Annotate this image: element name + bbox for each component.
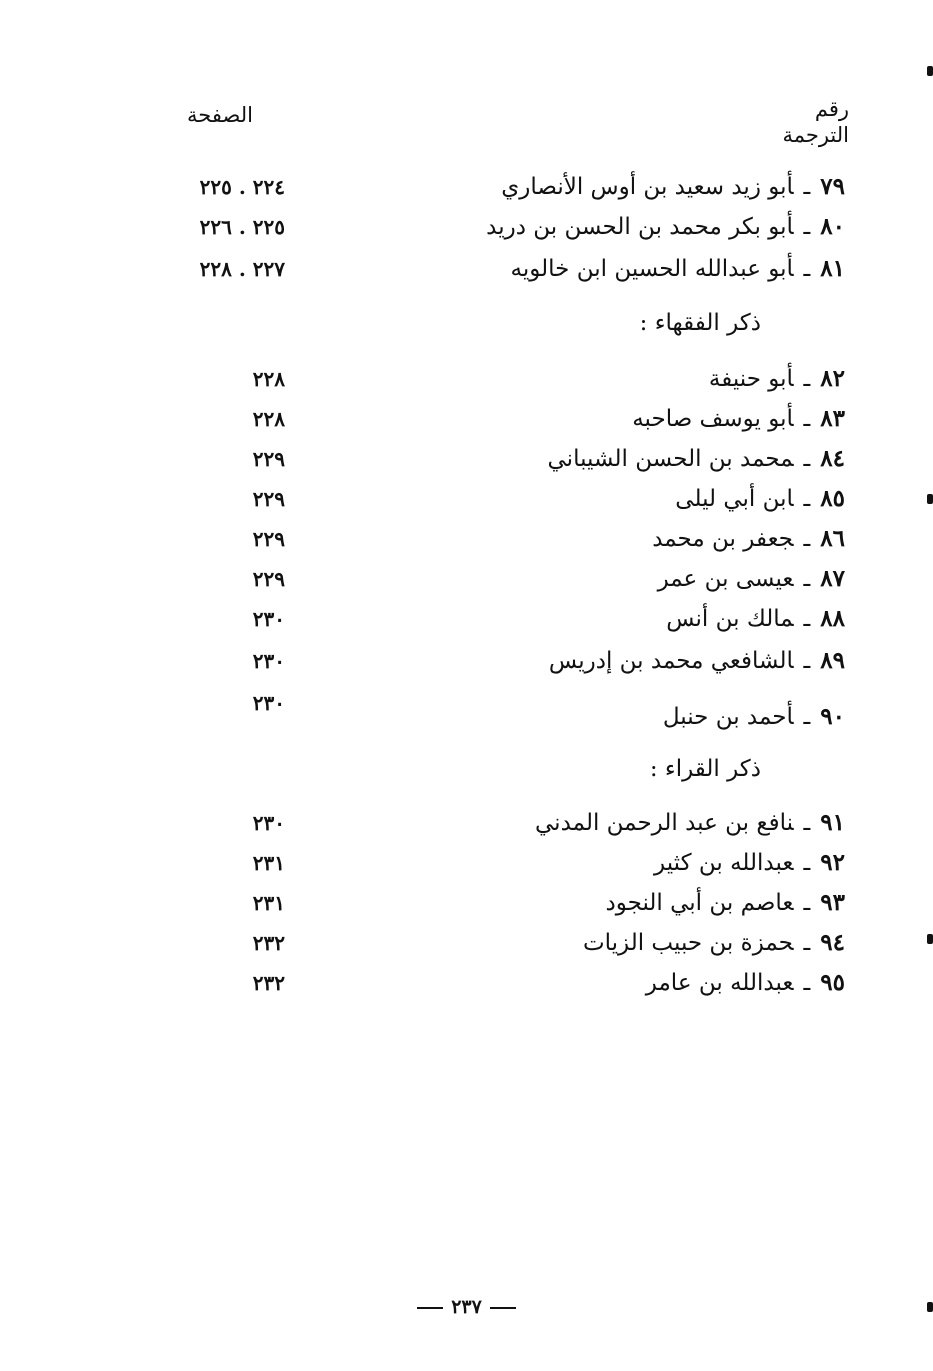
entry-number: ٨٩ [820, 647, 845, 674]
entry-name: حمزة بن حبيب الزيات [582, 930, 794, 956]
scan-speck [927, 66, 933, 76]
entry-pages: ٢٣٠ [252, 607, 285, 631]
entry-name: مالك بن أنس [666, 606, 794, 632]
index-row [0, 482, 933, 518]
entry-number: ٨٣ [820, 405, 845, 432]
entry-header-line2: الترجمة [782, 123, 849, 147]
index-entry: ٨٦ـجعفر بن محمد [652, 525, 845, 552]
entry-name: جعفر بن محمد [652, 526, 794, 552]
index-entry: ٩٢ـعبدالله بن كثير [654, 849, 845, 876]
entry-name: ابن أبي ليلى [675, 486, 794, 512]
scan-speck [927, 934, 933, 944]
index-entry: ٨٠ـأبو بكر محمد بن الحسن بن دريد [486, 213, 845, 240]
index-entry: ٩٥ـعبدالله بن عامر [645, 969, 845, 996]
entry-number: ٨١ [820, 255, 845, 282]
scan-speck [927, 494, 933, 504]
index-entry: ٩٠ـأحمد بن حنبل [662, 703, 845, 730]
section-heading-qurra: ذكر القراء : [649, 756, 761, 782]
entry-name: عبدالله بن كثير [654, 850, 794, 876]
entry-number-column-header [729, 96, 849, 148]
entry-number: ٩١ [820, 809, 845, 836]
entry-name: أبو عبدالله الحسين ابن خالويه [510, 256, 794, 282]
entry-name: أبو يوسف صاحبه [632, 406, 794, 432]
entry-pages: ٢٣٠ [252, 649, 285, 673]
index-row [0, 252, 933, 288]
index-entry: ٨٩ـالشافعي محمد بن إدريس [548, 647, 845, 674]
page-number: ٢٣٧ [451, 1296, 482, 1318]
entry-pages: ٢٢٥ . ٢٢٦ [199, 215, 285, 239]
entry-number: ٨٠ [820, 213, 845, 240]
index-row [0, 602, 933, 638]
entry-number: ٨٢ [820, 365, 845, 392]
index-row [0, 644, 933, 680]
index-row [0, 210, 933, 246]
entry-number: ٨٨ [820, 605, 845, 632]
entry-name: عيسى بن عمر [657, 566, 794, 592]
index-row [0, 846, 933, 882]
entry-header-line1: رقم [814, 97, 849, 121]
entry-name: أحمد بن حنبل [662, 704, 794, 730]
index-row [0, 966, 933, 1002]
footer-rule [490, 1307, 516, 1309]
entry-pages: ٢٢٩ [252, 527, 285, 551]
index-entry: ٨٢ـأبو حنيفة [708, 365, 845, 392]
index-row [0, 170, 933, 206]
entry-number: ٨٥ [820, 485, 845, 512]
entry-number: ٧٩ [820, 173, 845, 200]
entry-pages: ٢٢٨ [252, 367, 285, 391]
entry-name: عاصم بن أبي النجود [605, 890, 794, 916]
entry-pages: ٢٣٢ [252, 971, 285, 995]
entry-number: ٩٠ [820, 703, 845, 730]
entry-pages: ٢٣٢ [252, 931, 285, 955]
entry-number: ٨٤ [820, 445, 845, 472]
index-entry: ٨٨ـمالك بن أنس [666, 605, 845, 632]
index-row [0, 926, 933, 962]
index-entry: ٧٩ـأبو زيد سعيد بن أوس الأنصاري [501, 173, 845, 200]
index-row [0, 562, 933, 598]
section-heading-fuqaha: ذكر الفقهاء : [639, 310, 761, 336]
entry-pages: ٢٢٩ [252, 567, 285, 591]
index-entry: ٩١ـنافع بن عبد الرحمن المدني [535, 809, 845, 836]
entry-number: ٩٢ [820, 849, 845, 876]
entry-pages: ٢٣٠ [252, 811, 285, 835]
entry-name: الشافعي محمد بن إدريس [548, 648, 794, 674]
index-row [0, 686, 933, 730]
entry-pages: ٢٣١ [252, 851, 285, 875]
footer-rule [417, 1307, 443, 1309]
entry-pages: ٢٣١ [252, 891, 285, 915]
index-entry: ٩٣ـعاصم بن أبي النجود [605, 889, 845, 916]
page-column-header: الصفحة [187, 103, 253, 127]
index-entry: ٩٤ـحمزة بن حبيب الزيات [582, 929, 845, 956]
index-row [0, 806, 933, 842]
entry-name: محمد بن الحسن الشيباني [547, 446, 794, 472]
index-entry: ٨٤ـمحمد بن الحسن الشيباني [547, 445, 845, 472]
index-row [0, 442, 933, 478]
index-row [0, 402, 933, 438]
index-entry: ٨١ـأبو عبدالله الحسين ابن خالويه [510, 255, 845, 282]
index-entry: ٨٧ـعيسى بن عمر [657, 565, 845, 592]
index-row [0, 522, 933, 558]
index-entry: ٨٥ـابن أبي ليلى [675, 485, 845, 512]
entry-pages: ٢٢٩ [252, 487, 285, 511]
entry-name: عبدالله بن عامر [645, 970, 794, 996]
entry-pages: ٢٢٤ . ٢٢٥ [199, 175, 285, 199]
entry-pages: ٢٣٠ [252, 691, 285, 715]
entry-name: نافع بن عبد الرحمن المدني [535, 810, 794, 836]
index-row [0, 886, 933, 922]
page-number-footer [0, 1296, 933, 1318]
entry-number: ٩٥ [820, 969, 845, 996]
index-entry: ٨٣ـأبو يوسف صاحبه [632, 405, 845, 432]
entry-number: ٩٣ [820, 889, 845, 916]
entry-name: أبو زيد سعيد بن أوس الأنصاري [501, 174, 794, 200]
entry-pages: ٢٢٨ [252, 407, 285, 431]
entry-pages: ٢٢٧ . ٢٢٨ [199, 257, 285, 281]
scan-speck [927, 1302, 933, 1312]
entry-number: ٩٤ [820, 929, 845, 956]
entry-number: ٨٦ [820, 525, 845, 552]
entry-number: ٨٧ [820, 565, 845, 592]
index-row [0, 362, 933, 398]
entry-name: أبو بكر محمد بن الحسن بن دريد [486, 214, 794, 240]
entry-name: أبو حنيفة [708, 366, 794, 392]
entry-pages: ٢٢٩ [252, 447, 285, 471]
